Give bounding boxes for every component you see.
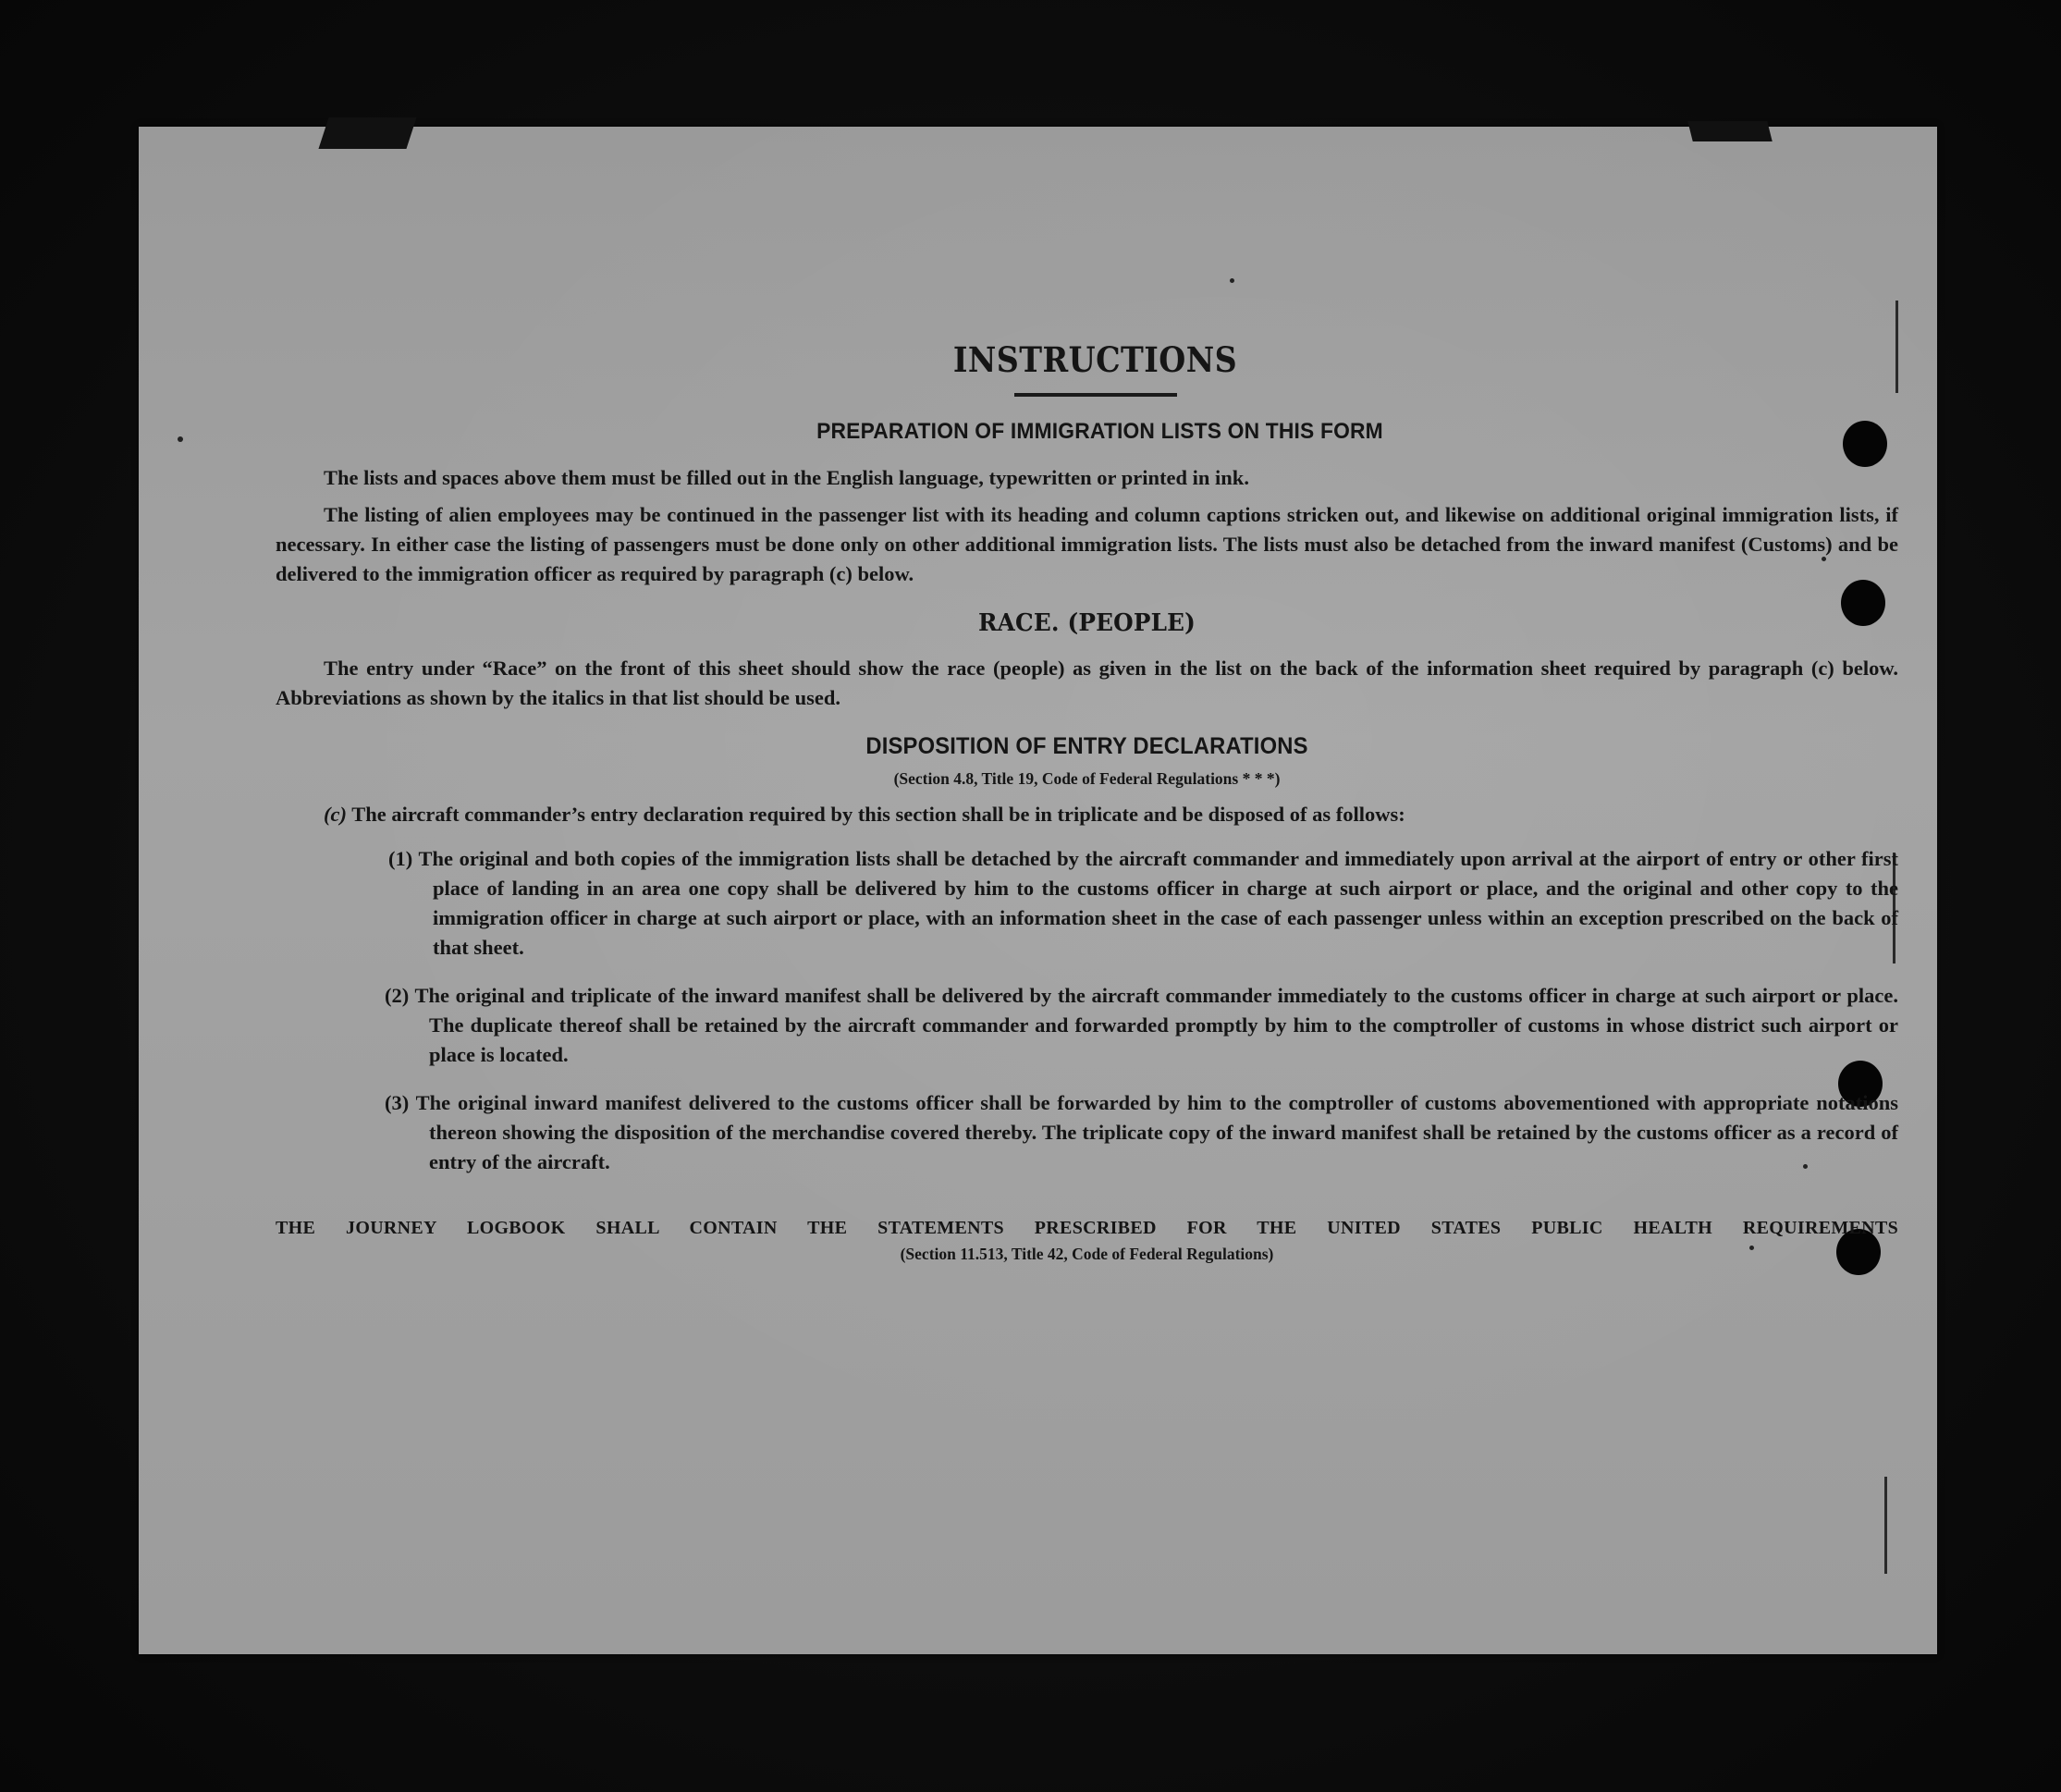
footer-heading: THE JOURNEY LOGBOOK SHALL CONTAIN THE STATEMENTS PRESCRIBED FOR THE UNITED STATES PUBLIC HEALTH REQUIREMENTS <box>276 1218 1898 1238</box>
disposition-item-1 <box>276 844 1898 963</box>
item-2-text: The original and triplicate of the inward manifest shall be delivered by the aircraft commander immediately to the customs officer in charge at such airport or place. The duplicate thereof shall be retained by the aircraft commander and forwarded promptly by him to the comptroller of customs in whose district such airport or place is located. <box>414 984 1899 1066</box>
page-title: INSTRUCTIONS <box>952 339 1238 380</box>
clause-c <box>276 800 1898 829</box>
right-corner-tab <box>1687 121 1772 141</box>
heading-preparation: PREPARATION OF IMMIGRATION LISTS ON THIS FORM <box>816 419 1383 444</box>
clause-c-text: The aircraft commander’s entry declaration required by this section shall be in triplicate and be disposed of as follows: <box>351 803 1405 826</box>
document-sheet <box>139 127 1937 1654</box>
heading-disposition: DISPOSITION OF ENTRY DECLARATIONS <box>865 733 1308 759</box>
footer-citation: (Section 11.513, Title 42, Code of Federal Regulations) <box>900 1245 1274 1263</box>
title-underline <box>1014 393 1177 397</box>
item-1-number: (1) <box>388 847 413 870</box>
speck-2 <box>1230 278 1234 283</box>
preparation-paragraph-2: The listing of alien employees may be continued in the passenger list with its heading and column captions stricken out, and likewise on additional original immigration lists, if necessary. In either case the listing of passengers must be done only on other additional immigration lists. The lists must also be detached from the inward manifest (Customs) and be delivered to the immigration officer as required by paragraph (c) below. <box>276 503 1898 585</box>
disposition-item-3 <box>276 1088 1898 1177</box>
speck-1 <box>178 436 183 442</box>
preparation-paragraph-1: The lists and spaces above them must be filled out in the English language, typewritten or printed in ink. <box>324 466 1249 489</box>
race-paragraph: The entry under “Race” on the front of this sheet should show the race (people) as given in the list on the back of the information sheet required by paragraph (c) below. Abbreviations as shown by the italics in that list should be used. <box>276 657 1898 709</box>
item-2-number: (2) <box>385 984 410 1007</box>
left-corner-tab <box>318 117 416 149</box>
clause-c-label: (c) <box>324 803 347 826</box>
disposition-citation: (Section 4.8, Title 19, Code of Federal Regulations * * *) <box>893 769 1281 788</box>
item-3-number: (3) <box>385 1091 410 1114</box>
disposition-item-2 <box>276 981 1898 1070</box>
heading-race: RACE. (PEOPLE) <box>977 609 1196 637</box>
instructions-content <box>276 339 1898 1264</box>
item-1-text: The original and both copies of the immigration lists shall be detached by the aircraft commander and immediately upon arrival at the airport of entry or other first place of landing in an area one copy shall be delivered by him to the customs officer in charge at such airport or place, and the original and other copy to the immigration officer in charge at such airport or place, with an information sheet in the case of each passenger unless within an exception prescribed on the back of that sheet. <box>418 847 1899 959</box>
edge-mark-3 <box>1884 1477 1887 1574</box>
item-3-text: The original inward manifest delivered to the customs officer shall be forwarded by him to the comptroller of customs abovementioned with appropriate notations thereon showing the disposition of the merchandise covered thereby. The triplicate copy of the inward manifest shall be retained by the customs officer as a record of entry of the aircraft. <box>415 1091 1898 1173</box>
